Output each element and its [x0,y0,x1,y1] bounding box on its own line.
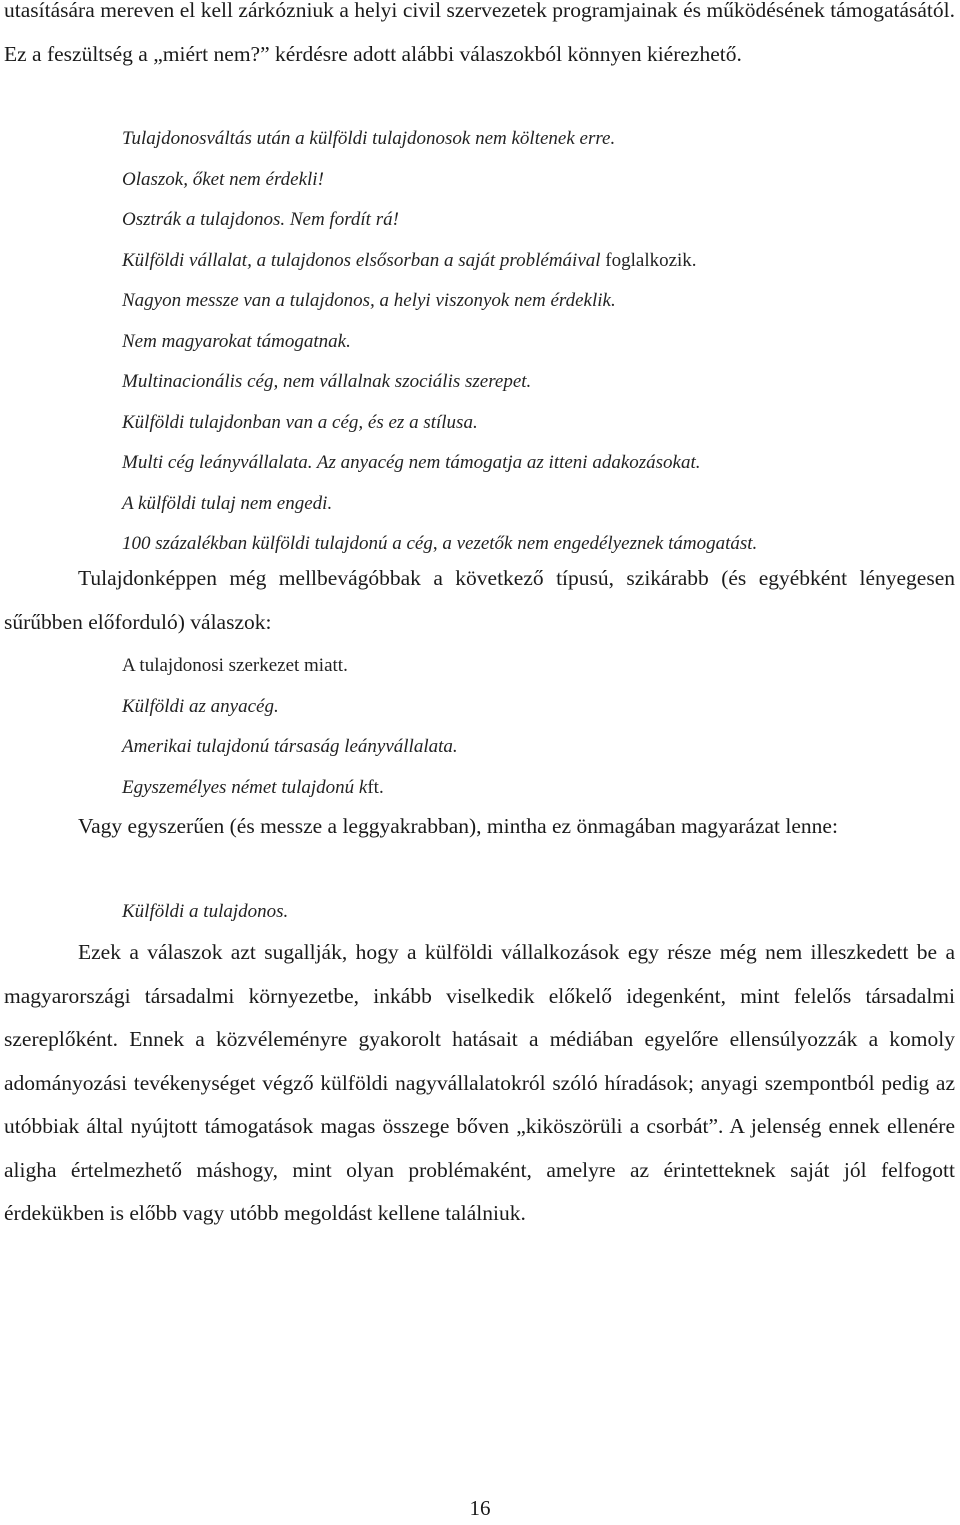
quote-text-plain: , [432,533,443,554]
quote-text: Multinacionális cég, nem vállalnak szociális szerepet. [122,371,532,392]
quote-text: 100 százalékban külföldi tulajdonú a cég [122,533,433,554]
quote-item [122,241,757,282]
quote-text-plain: A tulajdonosi szerkezet miatt. [122,655,348,676]
page-number: 16 [469,1496,491,1520]
intro-paragraph: utasítására mereven el kell zárkózniuk a helyi civil szervezetek programjainak és működésének támogatásától. Ez a feszültség a „miért nem?” kérdésre adott alábbi válaszokból könnyen kiérezhető. [4,0,955,66]
quote-item [122,160,757,201]
quote-text: A külföldi tulaj nem engedi. [122,492,333,514]
quote-item [122,727,458,768]
quote-text: Amerikai tulajdonú társaság leányvállalata. [122,736,458,757]
quote-text: Multi cég leányvállalata. Az anyacég nem támogatja az itteni adakozásokat. [122,452,701,473]
quote-text: Tulajdonosváltás után a külföldi tulajdonosok nem költenek erre. [122,128,616,149]
quote-text: Nagyon messze van a tulajdonos, a helyi viszonyok nem érdeklik. [122,290,616,311]
quote-text: Egyszemélyes német tulajdonú k [122,776,368,798]
quote-item [122,200,757,241]
quote-text: Külföldi vállalat, a tulajdonos elsősorban a saját problémáival [122,249,601,271]
quote-item [122,362,757,403]
final-paragraph: Ezek a válaszok azt sugallják, hogy a külföldi vállalkozások egy része még nem illeszkedett be a magyarországi társadalmi környezetbe, inkább viselkedik előkelő idegenként, mint felelős társadalmi szereplőként. Ennek a közvéleményre gyakorolt hatásait a médiában egyelőre ellensúlyozzák a komoly adományozási tevékenységet végző külföldi nagyvállalatokról szóló híradások; anyagi szempontból pedig az utóbbiak által nyújtott támogatások magas összege bőven „kiköszörüli a csorbát”. A jelenség ennek ellenére aligha értelmezhető máshogy, mint olyan problémaként, amelyre az érintetteknek saját jól felfogott érdekükben is előbb vagy utóbb megoldást kellene találniuk. [4,940,955,1225]
quote-item [122,403,757,444]
quote-text: Nem magyarokat támogatnak. [122,330,351,352]
quote-text: Külföldi tulajdonban van a cég, és ez a stílusa. [122,411,478,433]
quote-item [122,646,458,687]
quote-text: Osztrák a tulajdonos. Nem fordít rá! [122,209,399,230]
second-paragraph: Tulajdonképpen még mellbevágóbbak a következő típusú, szikárabb (és egyébként lényegesen sűrűbben előforduló) válaszok: [4,566,955,634]
quote-text-plain: foglalkozik. [600,249,697,271]
quote-item [122,443,757,484]
quote-text: Külföldi az anyacég. [122,695,279,717]
quote-item [122,281,757,322]
third-paragraph: Vagy egyszerűen (és messze a leggyakrabban), mintha ez önmagában magyarázat lenne: [78,814,838,838]
third-quote: Külföldi a tulajdonos. [122,901,289,922]
quote-text: Olaszok, őket nem érdekli! [122,168,324,190]
second-quote-list [122,646,458,808]
quote-item [122,119,757,160]
quote-text-plain: ft. [367,776,384,798]
quote-item [122,687,458,728]
quote-text: a vezetők nem engedélyeznek támogatást. [442,533,758,554]
quote-item [122,322,757,363]
first-quote-list [122,119,757,565]
quote-item [122,768,458,809]
quote-item [122,484,757,525]
